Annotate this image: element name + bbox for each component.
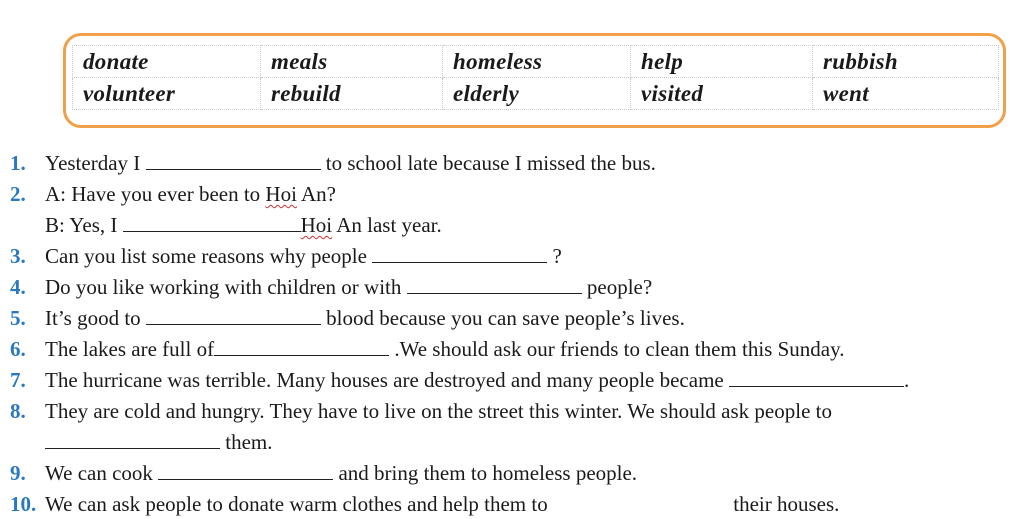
exercise-text: B: Yes, I xyxy=(45,213,123,237)
word-cell: volunteer xyxy=(73,78,261,110)
word-cell: elderly xyxy=(443,78,631,110)
exercise-text: to school late because I missed the bus. xyxy=(320,151,656,175)
exercise-number: 9. xyxy=(10,461,26,485)
exercise-number: 8. xyxy=(10,399,26,423)
exercise-text: An last year. xyxy=(332,213,442,237)
word-cell: meals xyxy=(261,46,443,78)
exercise-text: An? xyxy=(296,182,336,206)
exercise-text: blood because you can save people’s lives. xyxy=(320,306,685,330)
word-cell: donate xyxy=(73,46,261,78)
answer-blank[interactable] xyxy=(553,491,728,511)
answer-blank[interactable] xyxy=(729,366,904,387)
exercise-number: 2. xyxy=(10,182,26,206)
exercise-text: people? xyxy=(581,275,653,299)
exercise-text: Yesterday I xyxy=(45,151,146,175)
exercise-number: 3. xyxy=(10,244,26,268)
exercise-number: 7. xyxy=(10,368,26,392)
word-cell: rebuild xyxy=(261,78,443,110)
exercise-text: The lakes are full of xyxy=(45,337,215,361)
word-bank-row xyxy=(73,78,999,110)
word-cell: homeless xyxy=(443,46,631,78)
answer-blank[interactable] xyxy=(158,459,333,480)
place-name: Hoi xyxy=(265,182,297,206)
exercise-text: ? xyxy=(547,244,562,268)
word-cell: visited xyxy=(631,78,813,110)
exercise-text: We can ask people to donate warm clothes and help them to xyxy=(45,492,553,516)
exercise-number: 5. xyxy=(10,306,26,330)
exercise-text: . xyxy=(903,368,910,392)
answer-blank[interactable] xyxy=(146,304,321,325)
word-cell: went xyxy=(813,78,999,110)
exercise-text: A: Have you ever been to xyxy=(45,182,266,206)
answer-blank[interactable] xyxy=(146,149,321,170)
answer-blank[interactable] xyxy=(123,211,301,232)
exercise-text: The hurricane was terrible. Many houses are destroyed and many people became xyxy=(45,368,729,392)
word-cell: rubbish xyxy=(813,46,999,78)
word-bank-row xyxy=(73,46,999,78)
exercise-text: Do you like working with children or with xyxy=(45,275,407,299)
exercise-text: their houses. xyxy=(727,492,840,516)
exercise-text: .We should ask our friends to clean them this Sunday. xyxy=(389,337,845,361)
place-name: Hoi xyxy=(300,213,333,237)
exercise-text: and bring them to homeless people. xyxy=(333,461,638,485)
answer-blank[interactable] xyxy=(214,335,389,356)
exercise-text: It’s good to xyxy=(45,306,146,330)
exercise-text: Can you list some reasons why people xyxy=(45,244,373,268)
word-cell: help xyxy=(631,46,813,78)
exercise-number: 6. xyxy=(10,337,26,361)
exercise-text: them. xyxy=(220,430,273,454)
answer-blank[interactable] xyxy=(372,242,547,263)
exercise-number: 1. xyxy=(10,151,26,175)
answer-blank[interactable] xyxy=(407,273,582,294)
exercise-text: They are cold and hungry. They have to live on the street this winter. We should ask people to xyxy=(45,399,832,423)
answer-blank[interactable] xyxy=(45,428,220,449)
exercise-number: 4. xyxy=(10,275,26,299)
exercise-text: We can cook xyxy=(45,461,159,485)
word-bank-table xyxy=(72,45,999,110)
exercise-number: 10. xyxy=(10,492,37,516)
